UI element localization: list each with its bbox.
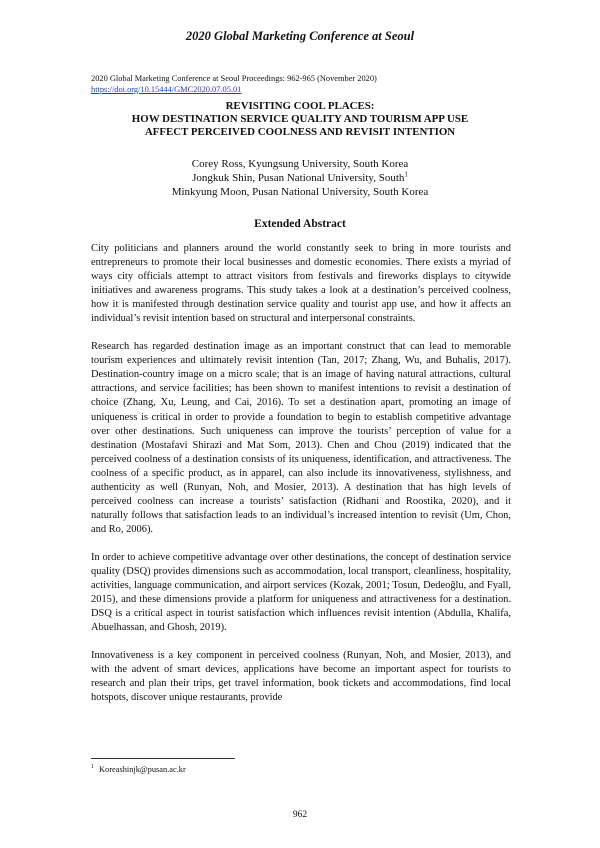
- proceedings-citation: 2020 Global Marketing Conference at Seoul Proceedings: 962-965 (November 2020): [91, 74, 377, 83]
- author-2-text: Jongkuk Shin, Pusan National University, South: [192, 172, 405, 185]
- section-heading: Extended Abstract: [254, 218, 346, 230]
- footnote-email: Koreashinjk@pusan.ac.kr: [99, 765, 186, 774]
- footnote-reference[interactable]: 1: [404, 170, 408, 179]
- proceedings-info: [91, 74, 511, 95]
- paragraph-3: In order to achieve competitive advantage over other destinations, the concept of destination service quality (DSQ) provides dimensions such as accommodation, local transport, cleanliness, hospitality, activities, language communication, and airport services (Kozak, 2001; Tosun, Dedeoğlu, and Fyall, 2015), and these dimensions provide a platform for uniqueness and attractiveness for a destination. DSQ is a critical aspect in tourist satisfaction which influences revisit intention (Abdulla, Khalifa, Abuelhassan, and Ghosh, 2019).: [91, 551, 511, 634]
- page-number: 962: [292, 810, 308, 820]
- title-line-1: REVISITING COOL PLACES:: [225, 100, 375, 112]
- abstract-body: [91, 242, 511, 719]
- doi-link[interactable]: https://doi.org/10.15444/GMC2020.07.05.01: [91, 84, 242, 94]
- title-line-2: HOW DESTINATION SERVICE QUALITY AND TOURISM APP USE: [131, 113, 469, 126]
- paragraph-2: Research has regarded destination image as an important construct that can lead to memorable tourism experiences and ultimately revisit intention (Tan, 2017; Zhang, Wu, and Buhalis, 2017). Destination-country image on a micro scale; that is an image of having natural attractions, cultural attractions, and service facilities; has been shown to manifest intentions to revisit a destination of choice (Zhang, Xu, Leung, and Cai, 2016). To set a destination apart, promoting an image of uniqueness is critical in order to provide a foundation to begin to establish competitive advantage over other destinations. Such uniqueness can improve the tourists’ perception of value for a destination (Mostafavi Shirazi and Mat Som, 2013). Chen and Chou (2019) indicated that the perceived coolness of a destination consists of its uniqueness, identification, and attractiveness. The coolness of a specific product, as in apparel, can also include its innovativeness, stylishness, and authenticity as well (Runyan, Noh, and Mosier, 2013). A destination that has high levels of perceived coolness can increase a tourists’ satisfaction (Ridhani and Roostika, 2020), and it naturally follows that satisfaction leads to an individual’s increased intention to revisit (Um, Chon, and Ro, 2006).: [91, 341, 511, 535]
- paragraph-4: Innovativeness is a key component in perceived coolness (Runyan, Noh, and Mosier, 2013), and with the advent of smart devices, applications have become an important aspect for tourists to research and plan their trips, get travel information, book tickets and accommodations, find local hotspots, discover unique restaurants, provide: [91, 650, 511, 704]
- author-3: Minkyung Moon, Pusan National University, South Korea: [171, 186, 429, 199]
- footnote-marker: 1: [91, 764, 94, 771]
- footnote: [91, 764, 511, 775]
- footnote-divider: [91, 758, 235, 759]
- paragraph-1: City politicians and planners around the world constantly seek to bring in more tourists and entrepreneurs to promote their local businesses and domestic economies. There exists a myriad of ways city officials attempt to attract visitors from festivals and fireworks displays to citywide initiatives and awareness programs. This study takes a look at a destination’s perceived coolness, how it is manifested through destination service quality and tourist app use, and how it affects an individual’s revisit intention based on structural and interpersonal constraints.: [91, 243, 511, 325]
- paper-title: [60, 100, 540, 140]
- author-2: [60, 171, 540, 185]
- author-1: Corey Ross, Kyungsung University, South Korea: [191, 158, 409, 170]
- title-line-3: AFFECT PERCEIVED COOLNESS AND REVISIT INTENTION: [144, 126, 456, 139]
- running-header: 2020 Global Marketing Conference at Seoul: [185, 29, 415, 43]
- author-list: [60, 157, 540, 200]
